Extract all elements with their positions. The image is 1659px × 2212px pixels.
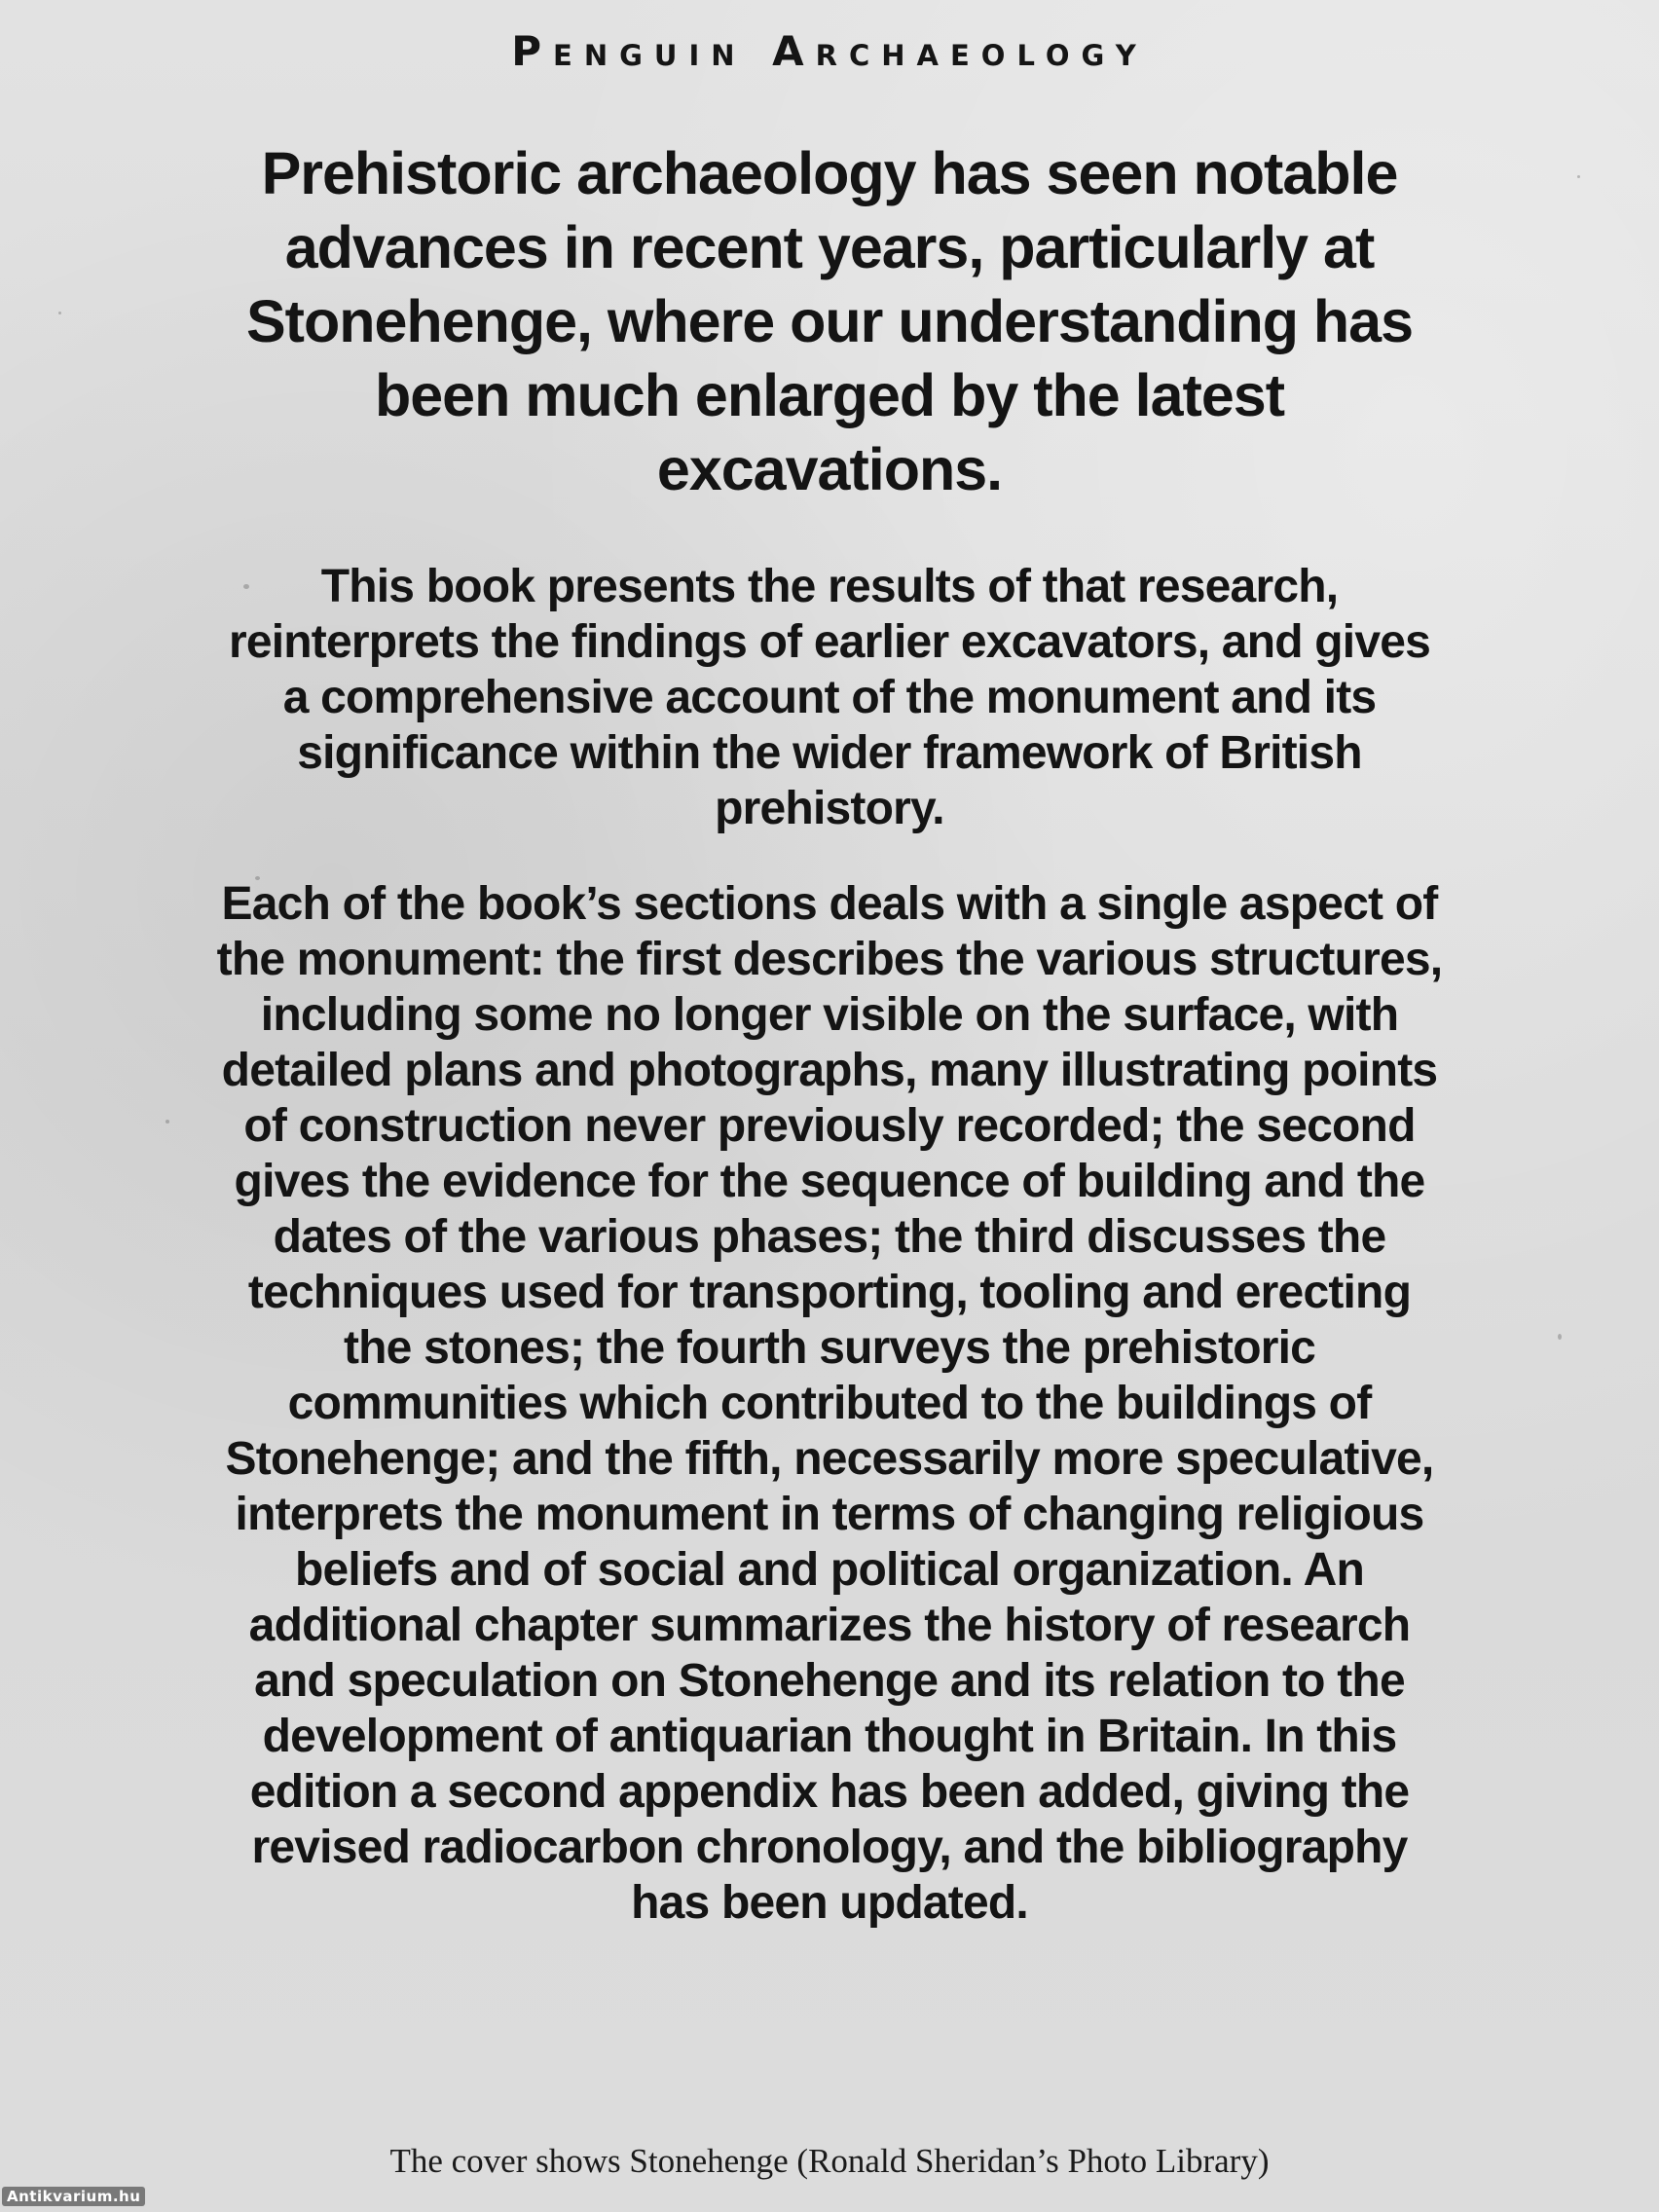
blurb-paragraph-1: This book presents the results of that research, reinterprets the findings of earlier excavators, and gives a comprehensive account of the monument and its significance within the wider framework of British prehistory.: [228, 561, 1431, 834]
series-title: Penguin Archaeology: [511, 27, 1148, 75]
paper-speck: [58, 312, 61, 314]
blurb-paragraph-2: Each of the book’s sections deals with a single aspect of the monument: the first describes the various structures, including some no longer visible on the surface, with detailed plans and photographs, many illustrating points of construction never previously recorded; the second gives the evidence for the sequence of building and the dates of the various phases; the third discusses the techniques used for transporting, tooling and erecting the stones; the fourth surveys the prehistoric communities which contributed to the buildings of Stonehenge; and the fifth, necessarily more speculative, interprets the monument in terms of changing religious beliefs and of social and political organization. An additional chapter summarizes the history of research and speculation on Stonehenge and its relation to the development of antiquarian thought in Britain. In this edition a second appendix has been added, giving the revised radiocarbon chronology, and the bibliography has been updated.: [216, 878, 1443, 1929]
paper-speck: [1558, 1334, 1562, 1340]
paper-speck: [1577, 175, 1580, 178]
paper-speck: [243, 584, 249, 589]
paper-speck: [166, 1120, 169, 1124]
watermark: Antikvarium.hu: [2, 2187, 145, 2206]
paper-speck: [255, 876, 260, 880]
blurb-headline: Prehistoric archaeology has seen notable advances in recent years, particularly at Stonehenge, where our understanding has been much enlarged by the latest excavations.: [245, 140, 1414, 502]
cover-photo-credit: The cover shows Stonehenge (Ronald Sheridan’s Photo Library): [389, 2142, 1270, 2180]
